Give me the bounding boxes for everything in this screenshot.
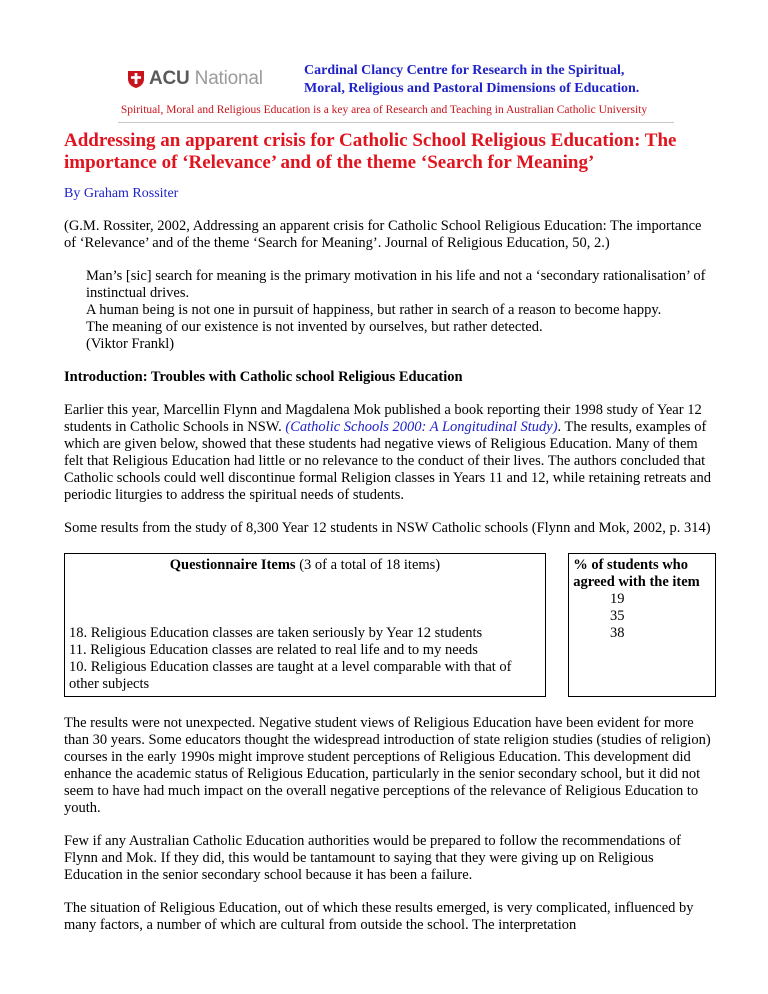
byline: By Graham Rossiter (64, 186, 179, 201)
centre-name-line1: Cardinal Clancy Centre for Research in the Spiritual, (304, 63, 625, 78)
letterhead (126, 62, 686, 102)
table-gap (545, 554, 568, 697)
book-title: (Catholic Schools 2000: A Longitudinal Study) (285, 419, 558, 435)
quote-attribution: (Viktor Frankl) (86, 336, 175, 352)
acu-logo (126, 68, 263, 90)
paragraph-1 (64, 402, 714, 504)
paragraph-1-text-cont: . The results, examples of which are given below, showed that these students had negative views of Religious Education. Many of them felt that Religious Education had little or no relevance to the conduct of their lives. The authors concluded that Catholic schools could well discontinue formal Religion classes in Years 11 and 12, while retaining retreats and periodic liturgies to address the spiritual needs of students. (64, 419, 711, 503)
quote-line: Man’s [sic] search for meaning is the primary motivation in his life and not a ‘secondary rationalisation’ of instinctual drives. (86, 268, 706, 301)
section-heading: Introduction: Troubles with Catholic school Religious Education (64, 369, 463, 385)
paragraph-2: The results were not unexpected. Negative student views of Religious Education have been evident for more than 30 years. Some educators thought the widespread introduction of state religion studies (studies of religion) courses in the early 1990s might improve student perceptions of Religious Education. This development did enhance the academic status of Religious Education, particularly in the senior secondary school, but it did not seem to have had much impact on the overall negative perceptions of the relevance of Religious Education to youth. (64, 715, 711, 816)
quote-line: A human being is not one in pursuit of happiness, but rather in search of a reason to become happy. (86, 302, 662, 318)
table-row-item: 18. Religious Education classes are taken seriously by Year 12 students (69, 625, 483, 641)
table-header-items: Questionnaire Items (3 of a total of 18 items) (169, 557, 441, 573)
table-row-pct: 19 (609, 591, 625, 607)
centre-name-line2: Moral, Religious and Pastoral Dimensions of Education. (304, 81, 640, 96)
acu-shield-icon (126, 69, 146, 89)
table-header-pct: % of students who agreed with the item (573, 557, 700, 590)
table-intro: Some results from the study of 8,300 Year 12 students in NSW Catholic schools (Flynn and Mok, 2002, p. 314) (64, 520, 711, 536)
citation: (G.M. Rossiter, 2002, Addressing an apparent crisis for Catholic School Religious Education: The importance of ‘Relevance’ and of the theme ‘Search for Meaning’. Journal of Religious Education, 50, 2.) (64, 218, 702, 251)
epigraph-quote (86, 268, 714, 353)
table-row-pct: 38 (609, 625, 625, 641)
table-pct-cell (569, 554, 716, 697)
article-body (64, 130, 714, 934)
tagline: Spiritual, Moral and Religious Education is a key area of Research and Teaching in Australian Catholic University (120, 104, 648, 116)
paragraph-1-text: Earlier this year, Marcellin Flynn and Magdalena Mok published a book reporting their 1998 study of Year 12 students in Catholic Schools in NSW. (64, 402, 702, 435)
logo-text-national: National (194, 68, 263, 89)
table-row-pct: 35 (609, 608, 625, 624)
table-row-item: 10. Religious Education classes are taught at a level comparable with that of other subjects (69, 659, 512, 692)
results-table (64, 553, 716, 697)
table-items-cell (65, 554, 546, 697)
paragraph-3: Few if any Australian Catholic Education authorities would be prepared to follow the recommendations of Flynn and Mok. If they did, this would be tantamount to saying that they were giving up on Religious Education in the senior secondary school because it has been a failure. (64, 833, 681, 883)
header-divider (118, 122, 674, 123)
centre-name (304, 62, 704, 98)
table-row-item: 11. Religious Education classes are related to real life and to my needs (69, 642, 478, 658)
article-title: Addressing an apparent crisis for Catholic School Religious Education: The importance of ‘Relevance’ and of the theme ‘Search for Meaning’ (64, 130, 677, 173)
paragraph-4: The situation of Religious Education, out of which these results emerged, is very complicated, influenced by many factors, a number of which are cultural from outside the school. The interpretation (64, 900, 694, 933)
quote-line: The meaning of our existence is not invented by ourselves, but rather detected. (86, 319, 543, 335)
logo-text-acu: ACU (149, 68, 190, 89)
